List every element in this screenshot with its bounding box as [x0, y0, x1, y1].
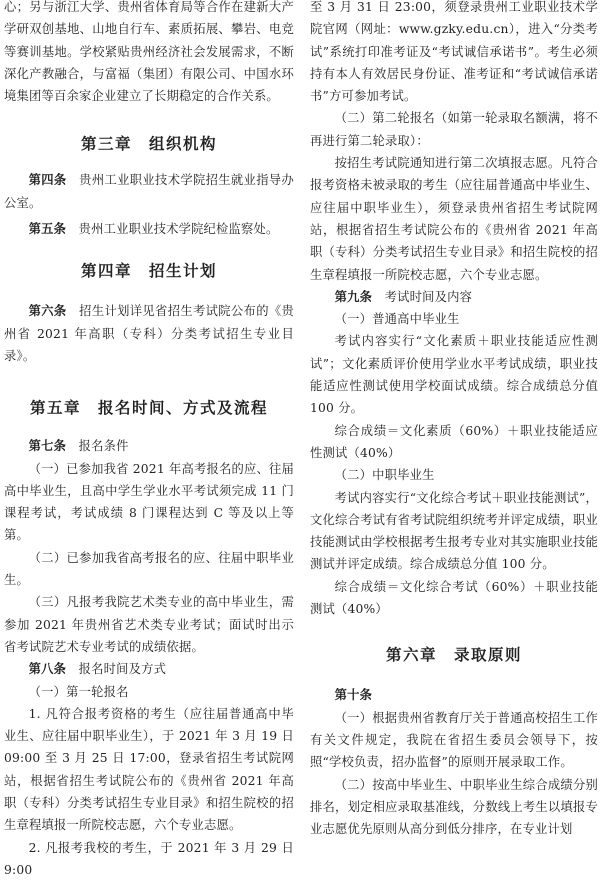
article-10	[310, 684, 598, 706]
article-label: 第七条	[28, 439, 67, 454]
article-9-sub-1: （一）普通高中毕业生	[334, 312, 460, 327]
article-label: 第八条	[28, 662, 67, 677]
article-9-item-1: 考试内容实行“文化素质＋职业技能适应性测试”；文化素质评价使用学业水平考试成绩，职业技能适应性测试使用学校面试成绩。综合成绩总分值 100 分。	[310, 334, 598, 416]
article-label: 第十条	[334, 688, 373, 703]
intro-paragraph: 心；另与浙江大学、贵州省体育局等合作在建新大产学研双创基地、山地自行车、素质拓展、攀岩、电竞等赛训基地。学校紧贴贵州经济社会发展需求，不断深化产教融合，与富福（集团）有限公司、中国水环境集团等百余家企业建立了长期稳定的合作关系。	[4, 0, 294, 104]
chapter-5-title: 第五章 报名时间、方式及流程	[29, 399, 268, 418]
continued-paragraph: 至 3 月 31 日 23:00，须登录贵州工业职业技术学院官网（网址：www.gzky.edu.cn），进入“分类考试”系统打印准考证及“考试诚信承诺书”。考生必须持有本人有效居民身份证、准考证和“考试诚信承诺书”方可参加考试。	[310, 0, 598, 104]
article-9-sub-2: （二）中职毕业生	[334, 468, 435, 483]
article-4: 第四条 贵州工业职业技术学院招生就业指导办公室。	[4, 173, 294, 210]
article-9: 第九条 考试时间及内容	[334, 289, 473, 304]
article-8-item-1: 1. 凡符合报考资格的考生（应往届普通高中毕业生、应往届中职毕业生），于 2021 年 3 月 19 日 09:00 至 3 月 25 日 17:00，登录省招生考试院网站，根据省招生考试院公布的《贵州省 2021 年高职（专科）分类考试招生专业目录》和招生院校的招生章程填报一所院校志愿，六个专业志愿。	[4, 706, 294, 833]
article-10-item-2: （二）按高中毕业生、中职毕业生综合成绩分别排名，划定相应录取基准线，分数线上考生以填报专业志愿优先原则从高分到低分排序，在专业计划	[310, 777, 598, 837]
article-6: 第六条 招生计划详见省招生考试院公布的《贵州省 2021 年高职（专科）分类考试招生专业目录》。	[4, 304, 294, 363]
article-label: 第六条	[28, 304, 67, 319]
round-2-paragraph: 按招生考试院通知进行第二次填报志愿。凡符合报考资格未被录取的考生（应往届普通高中毕业生、应往届中职毕业生），须登录贵州省招生考试院网站，根据省招生考试院公布的《贵州省 2021 年高职（专科）分类考试招生专业目录》和招生院校的招生章程填报一所院校志愿，六个专业志愿。	[310, 156, 598, 282]
article-7-item-3: （三）凡报考我院艺术类专业的高中毕业生，需参加 2021 年贵州省艺术类专业考试；面试时出示省考试院艺术专业考试的成绩依据。	[4, 595, 294, 654]
round-2-heading: （二）第二轮报名（如第一轮录取名额满，将不再进行第二轮录取）：	[310, 111, 598, 148]
article-7: 第七条 报名条件	[28, 439, 129, 454]
article-5: 第五条 贵州工业职业技术学院纪检监察处。	[28, 222, 279, 237]
left-column	[4, 0, 294, 881]
article-9-formula-2: 综合成绩＝文化综合考试（60%）＋职业技能测试（40%）	[310, 579, 598, 617]
chapter-4-title: 第四章 招生计划	[80, 262, 217, 281]
article-label: 第四条	[28, 173, 67, 188]
article-label: 第五条	[28, 222, 67, 237]
article-9-item-2: 考试内容实行“文化综合考试＋职业技能测试”，文化综合考试有省考试院组织统考并评定成绩，职业技能测试由学校根据考生报考专业对其实施职业技能测试并评定成绩。综合成绩总分值 100 分。	[310, 490, 598, 572]
article-9-formula-1: 综合成绩＝文化素质（60%）＋职业技能适应性测试（40%）	[310, 423, 598, 460]
article-8-sub-1: （一）第一轮报名	[28, 684, 129, 699]
article-10-item-1: （一）根据贵州省教育厅关于普通高校招生工作有关文件规定，我院在省招生委员会领导下，按照“学校负责，招办监督”的原则开展录取工作。	[310, 710, 598, 770]
chapter-3-title: 第三章 组织机构	[80, 135, 217, 154]
chapter-6-title: 第六章 录取原则	[385, 646, 522, 665]
right-column	[310, 0, 598, 840]
article-8-item-2: 2. 凡报考我校的考生，于 2021 年 3 月 29 日 9:00	[4, 840, 294, 877]
article-7-item-2: （二）已参加我省高考报名的应、往届中职毕业生。	[4, 550, 294, 588]
article-label: 第九条	[334, 289, 373, 304]
article-8: 第八条 报名时间及方式	[28, 662, 167, 677]
article-7-item-1: （一）已参加我省 2021 年高考报名的应、往届高中毕业生，且高中学生学业水平考试须完成 11 门课程考试，考试成绩 8 门课程达到 C 等及以上等第。	[4, 461, 294, 543]
